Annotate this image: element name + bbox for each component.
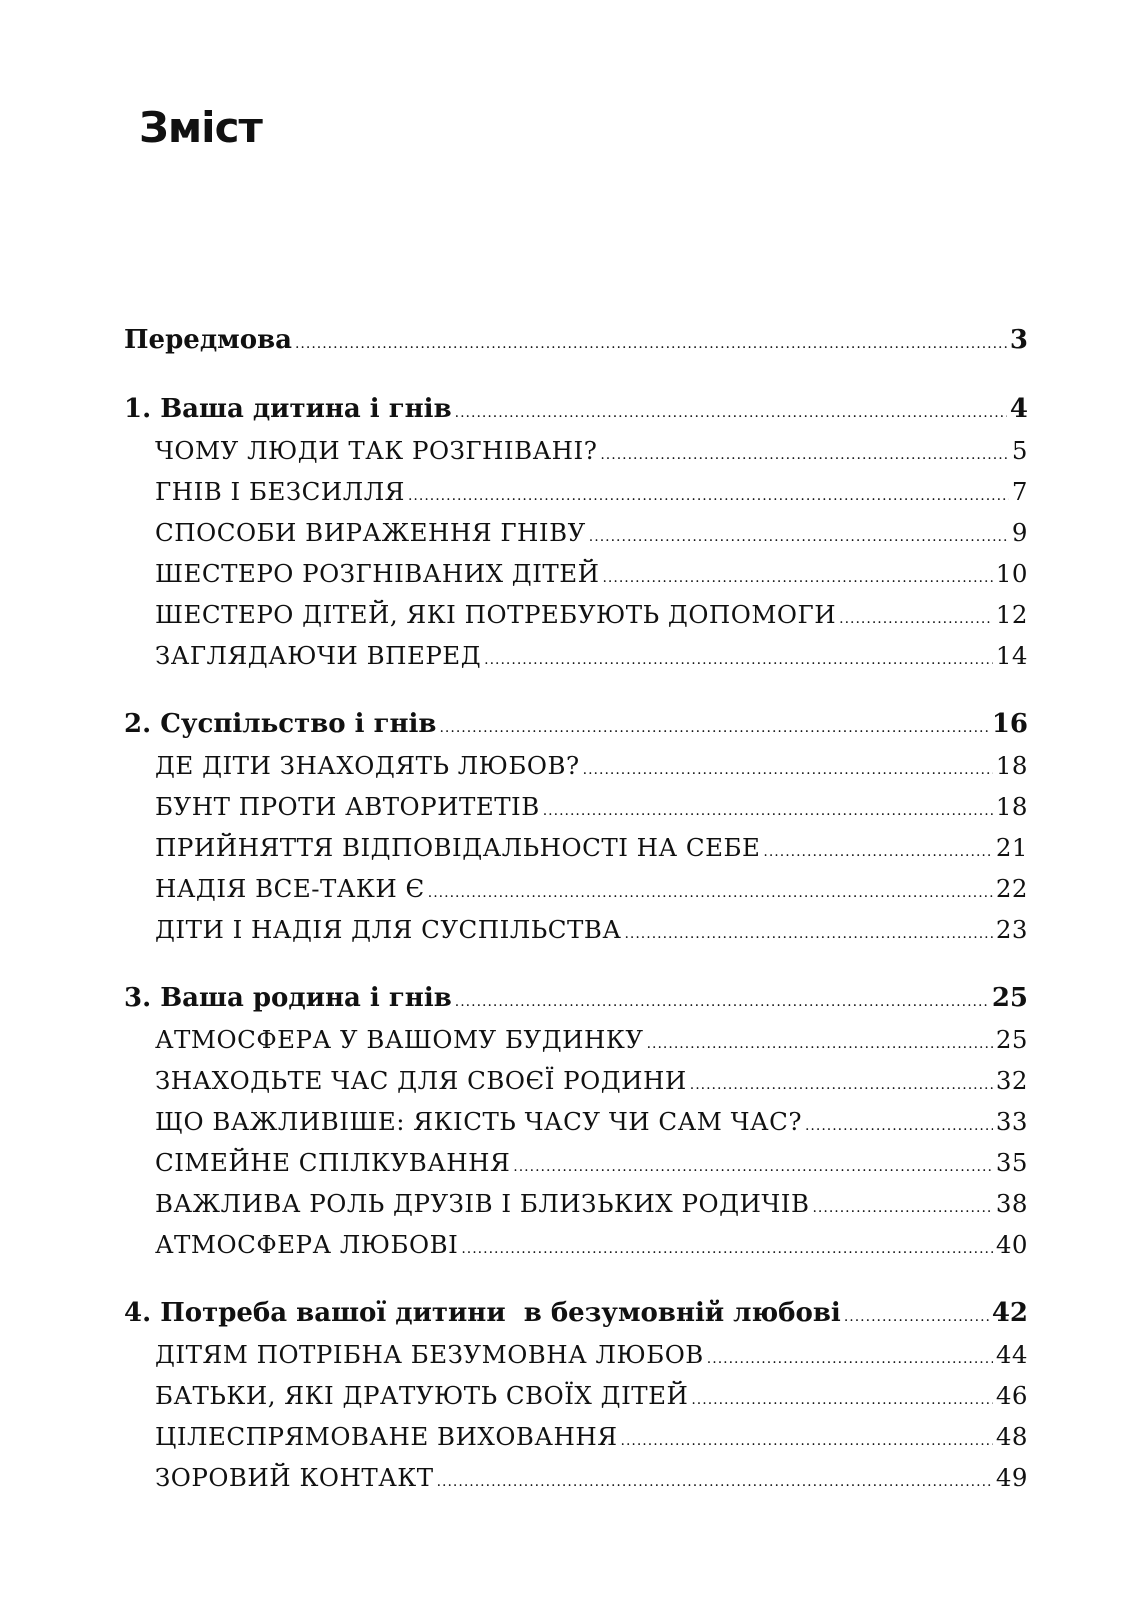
dot-leader [602, 558, 992, 599]
dot-leader [484, 640, 993, 681]
toc-page-number: 25 [995, 1025, 1028, 1054]
toc-page-number: 12 [995, 600, 1028, 629]
dot-leader [439, 708, 988, 749]
toc-page-number: 18 [995, 751, 1028, 780]
dot-leader [707, 1339, 993, 1380]
toc-page-number: 10 [995, 559, 1028, 588]
toc-section-title: СІМЕЙНЕ СПІЛКУВАННЯ [155, 1148, 511, 1177]
toc-page-number: 4 [1009, 394, 1028, 424]
dot-leader [295, 324, 1007, 365]
dot-leader [455, 982, 989, 1023]
toc-section[interactable] [124, 1224, 1028, 1265]
dot-leader [455, 393, 1007, 434]
dot-leader [589, 517, 1009, 558]
toc-section[interactable] [124, 1060, 1028, 1101]
toc-page-number: 49 [995, 1463, 1028, 1492]
toc-chapter-2[interactable] [124, 704, 1028, 745]
toc-section[interactable] [124, 635, 1028, 676]
dot-leader [812, 1188, 992, 1229]
spacer [124, 361, 1028, 389]
toc-page-number: 38 [995, 1189, 1028, 1218]
toc-chapter-1[interactable] [124, 389, 1028, 430]
toc-page-number: 25 [991, 983, 1028, 1013]
toc-section-title: ДІТЯМ ПОТРІБНА БЕЗУМОВНА ЛЮБОВ [155, 1340, 704, 1369]
toc-section[interactable] [124, 827, 1028, 868]
dot-leader [690, 1065, 993, 1106]
toc-section-title: АТМОСФЕРА ЛЮБОВІ [155, 1230, 459, 1259]
toc-chapter-title: 3. Ваша родина і гнів [124, 983, 452, 1013]
toc-section[interactable] [124, 512, 1028, 553]
page-title: Зміст [139, 103, 262, 152]
toc-page-number: 14 [995, 641, 1028, 670]
toc-page-number: 5 [1011, 436, 1028, 465]
toc-page-number: 18 [995, 792, 1028, 821]
dot-leader [647, 1024, 993, 1065]
toc-page-number: 42 [991, 1298, 1028, 1328]
toc-section-title: ЧОМУ ЛЮДИ ТАК РОЗГНІВАНІ? [155, 436, 598, 465]
dot-leader [763, 832, 992, 873]
dot-leader [437, 1462, 993, 1503]
toc-page-number: 22 [995, 874, 1028, 903]
dot-leader [513, 1147, 993, 1188]
toc-section-title: ЗНАХОДЬТЕ ЧАС ДЛЯ СВОЄЇ РОДИНИ [155, 1066, 687, 1095]
toc-page-number: 35 [995, 1148, 1028, 1177]
toc-page-number: 7 [1011, 477, 1028, 506]
toc-page-number: 16 [991, 709, 1028, 739]
toc-section[interactable] [124, 553, 1028, 594]
toc-section-title: ГНІВ І БЕЗСИЛЛЯ [155, 477, 405, 506]
dot-leader [839, 599, 993, 640]
toc-section-title: ЗОРОВИЙ КОНТАКТ [155, 1463, 434, 1492]
toc-section[interactable] [124, 1375, 1028, 1416]
toc-section[interactable] [124, 1019, 1028, 1060]
toc-section[interactable] [124, 786, 1028, 827]
toc-section[interactable] [124, 868, 1028, 909]
toc-section[interactable] [124, 430, 1028, 471]
toc-section-title: ЩО ВАЖЛИВІШЕ: ЯКІСТЬ ЧАСУ ЧИ САМ ЧАС? [155, 1107, 802, 1136]
dot-leader [583, 750, 993, 791]
toc-section-title: ЗАГЛЯДАЮЧИ ВПЕРЕД [155, 641, 482, 670]
dot-leader [461, 1229, 992, 1270]
dot-leader [428, 873, 993, 914]
dot-leader [600, 435, 1009, 476]
toc-section[interactable] [124, 1183, 1028, 1224]
toc-section[interactable] [124, 1457, 1028, 1498]
dot-leader [805, 1106, 993, 1147]
toc-section-title: АТМОСФЕРА У ВАШОМУ БУДИНКУ [155, 1025, 644, 1054]
toc-chapter-preface[interactable] [124, 320, 1028, 361]
toc-section-title: СПОСОБИ ВИРАЖЕННЯ ГНІВУ [155, 518, 586, 547]
toc-chapter-3[interactable] [124, 978, 1028, 1019]
toc-section-title: БАТЬКИ, ЯКІ ДРАТУЮТЬ СВОЇХ ДІТЕЙ [155, 1381, 689, 1410]
toc-section[interactable] [124, 745, 1028, 786]
toc-section-title: ЦІЛЕСПРЯМОВАНЕ ВИХОВАННЯ [155, 1422, 618, 1451]
toc-page-number: 21 [995, 833, 1028, 862]
toc-page-number: 32 [995, 1066, 1028, 1095]
dot-leader [408, 476, 1009, 517]
toc-section-title: ШЕСТЕРО ДІТЕЙ, ЯКІ ПОТРЕБУЮТЬ ДОПОМОГИ [155, 600, 837, 629]
toc-section-title: ПРИЙНЯТТЯ ВІДПОВІДАЛЬНОСТІ НА СЕБЕ [155, 833, 761, 862]
toc-section[interactable] [124, 1416, 1028, 1457]
toc-chapter-title: 2. Суспільство і гнів [124, 709, 437, 739]
toc-section-title: ШЕСТЕРО РОЗГНІВАНИХ ДІТЕЙ [155, 559, 600, 588]
toc-chapter-title: 1. Ваша дитина і гнів [124, 394, 452, 424]
dot-leader [844, 1297, 989, 1338]
toc-page-number: 40 [995, 1230, 1028, 1259]
toc-section-title: ВАЖЛИВА РОЛЬ ДРУЗІВ І БЛИЗЬКИХ РОДИЧІВ [155, 1189, 810, 1218]
toc-page-number: 9 [1011, 518, 1028, 547]
toc-section-title: ДЕ ДІТИ ЗНАХОДЯТЬ ЛЮБОВ? [155, 751, 580, 780]
toc-page-number: 44 [995, 1340, 1028, 1369]
toc-section[interactable] [124, 1142, 1028, 1183]
toc-section[interactable] [124, 909, 1028, 950]
dot-leader [691, 1380, 992, 1421]
toc-chapter-title: Передмова [124, 325, 292, 355]
toc-section-title: БУНТ ПРОТИ АВТОРИТЕТІВ [155, 792, 540, 821]
toc-chapter-4[interactable] [124, 1293, 1028, 1334]
dot-leader [624, 914, 992, 955]
table-of-contents [124, 320, 1028, 1498]
dot-leader [621, 1421, 993, 1462]
toc-section-title: ДІТИ І НАДІЯ ДЛЯ СУСПІЛЬСТВА [155, 915, 622, 944]
toc-section[interactable] [124, 1334, 1028, 1375]
dot-leader [543, 791, 993, 832]
toc-page-number: 3 [1009, 325, 1028, 355]
toc-section[interactable] [124, 594, 1028, 635]
toc-page-number: 46 [995, 1381, 1028, 1410]
toc-section[interactable] [124, 471, 1028, 512]
toc-page-number: 23 [995, 915, 1028, 944]
toc-page-number: 48 [995, 1422, 1028, 1451]
toc-page-number: 33 [995, 1107, 1028, 1136]
toc-chapter-title: 4. Потреба вашої дитини в безумовній любові [124, 1298, 841, 1328]
toc-section-title: НАДІЯ ВСЕ-ТАКИ Є [155, 874, 425, 903]
toc-section[interactable] [124, 1101, 1028, 1142]
